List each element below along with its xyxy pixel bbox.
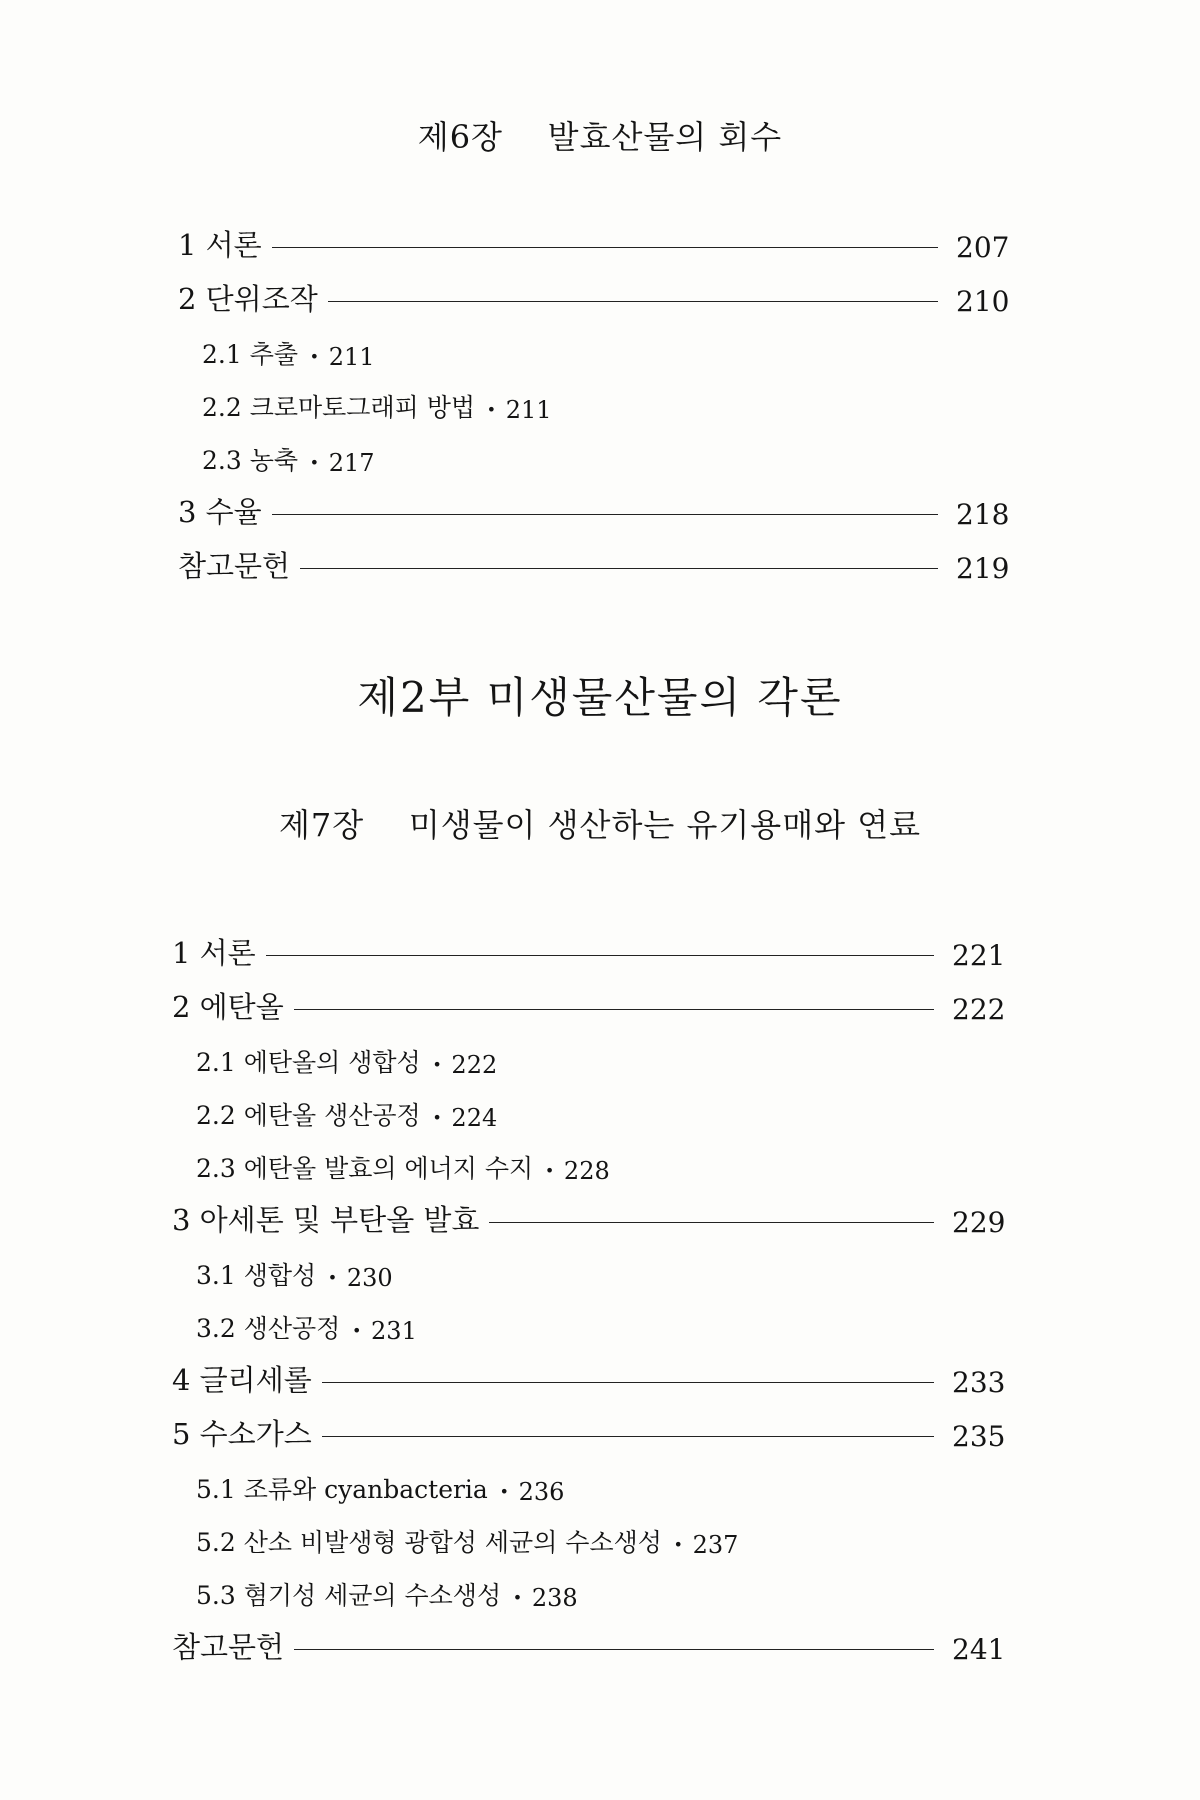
toc-subentry [178,318,1004,371]
leader-line [322,1382,934,1383]
toc-entry-page: 233 [952,1366,1006,1399]
middle-dot: · [310,448,319,477]
toc-entry-label: 4 글리세롤 [172,1363,312,1397]
toc-entry-label: 3 아세톤 및 부탄올 발효 [172,1203,480,1237]
middle-dot: · [673,1530,683,1559]
toc-subentry [178,424,1004,477]
middle-dot: · [432,1103,442,1132]
chapter6-title: 제6장 발효산물의 회수 [417,118,783,156]
toc-entry-label: 2 에탄올 [172,990,284,1024]
toc-entry-page: 229 [952,1206,1006,1239]
toc-subentry-page: 230 [346,1264,393,1292]
toc-entry [172,972,1006,1026]
toc-entry-label: 참고문헌 [178,549,291,583]
toc-subentry-label: 3.1 생합성 [196,1261,317,1290]
toc-subentry-page: 238 [531,1584,578,1612]
leader-line [489,1222,934,1223]
toc-subentry-label: 5.2 산소 비발생형 광합성 세균의 수소생성 [196,1528,662,1557]
toc-subentry-label: 5.3 혐기성 세균의 수소생성 [196,1581,502,1610]
toc-entry [172,1185,1006,1239]
toc-subentry [172,1559,1000,1612]
toc-entry-label: 2 단위조작 [178,282,318,316]
toc-subentry-label: 2.1 추출 [202,340,299,369]
toc-entry-label: 1 서론 [172,936,256,970]
toc-entry-page: 235 [952,1420,1006,1453]
toc-subentry [172,1132,1000,1185]
toc-subentry [172,1453,1000,1506]
toc-entry-page: 241 [952,1633,1006,1666]
toc-entry [178,531,1010,585]
toc-subentry-page: 222 [451,1051,498,1079]
toc-subentry [172,1079,1000,1132]
middle-dot: · [499,1477,509,1506]
toc-entry-label: 3 수율 [178,495,262,529]
part2-title: 제2부 미생물산물의 각론 [357,673,843,722]
chapter7-title: 제7장 미생물이 생산하는 유기용매와 연료 [278,806,922,844]
toc-subentry-label: 5.1 조류와 cyanbacteria [196,1475,488,1504]
toc-subentry [178,371,1004,424]
toc-entry-page: 219 [956,552,1010,585]
toc-subentry-page: 236 [518,1478,565,1506]
toc-entry [178,210,1010,264]
toc-entry-page: 218 [956,498,1010,531]
toc-entry [172,918,1006,972]
toc-subentry-label: 2.1 에탄올의 생합성 [196,1048,421,1077]
leader-line [328,301,938,302]
toc-entry [178,477,1010,531]
toc-entry [172,1612,1006,1666]
toc-subentry-label: 2.2 크로마토그래피 방법 [202,393,476,422]
middle-dot: · [352,1316,362,1345]
toc-subentry-label: 2.3 에탄올 발효의 에너지 수지 [196,1154,534,1183]
toc-entry [178,264,1010,318]
toc-subentry [172,1239,1000,1292]
toc-entry-label: 1 서론 [178,228,262,262]
middle-dot: · [432,1050,442,1079]
leader-line [294,1649,934,1650]
toc-subentry-page: 211 [328,343,375,371]
middle-dot: · [487,395,496,424]
chapter6-toc [178,210,1010,585]
toc-subentry [172,1292,1000,1345]
middle-dot: · [513,1583,522,1612]
leader-line [300,568,938,569]
toc-subentry [172,1026,1000,1079]
toc-subentry-page: 231 [371,1317,417,1345]
toc-entry-page: 221 [952,939,1006,972]
leader-line [266,955,934,956]
leader-line [322,1436,934,1437]
leader-line [272,514,938,515]
toc-entry [172,1399,1006,1453]
chapter7-toc [172,918,1006,1666]
toc-subentry-label: 3.2 생산공정 [196,1314,341,1343]
toc-subentry-page: 228 [563,1157,610,1185]
toc-subentry-label: 2.3 농축 [202,446,299,475]
toc-subentry-page: 211 [505,396,552,424]
toc-entry-page: 210 [956,285,1010,318]
leader-line [294,1009,934,1010]
middle-dot: · [545,1156,554,1185]
toc-entry-page: 207 [956,231,1010,264]
middle-dot: · [310,342,319,371]
toc-subentry [172,1506,1000,1559]
toc-subentry-page: 217 [328,449,375,477]
toc-entry-page: 222 [952,993,1006,1026]
toc-subentry-page: 237 [692,1531,739,1559]
toc-subentry-page: 224 [451,1104,498,1132]
toc-entry-label: 참고문헌 [172,1630,285,1664]
toc-entry [172,1345,1006,1399]
leader-line [272,247,938,248]
middle-dot: · [328,1263,337,1292]
toc-subentry-label: 2.2 에탄올 생산공정 [196,1101,421,1130]
toc-entry-label: 5 수소가스 [172,1417,312,1451]
